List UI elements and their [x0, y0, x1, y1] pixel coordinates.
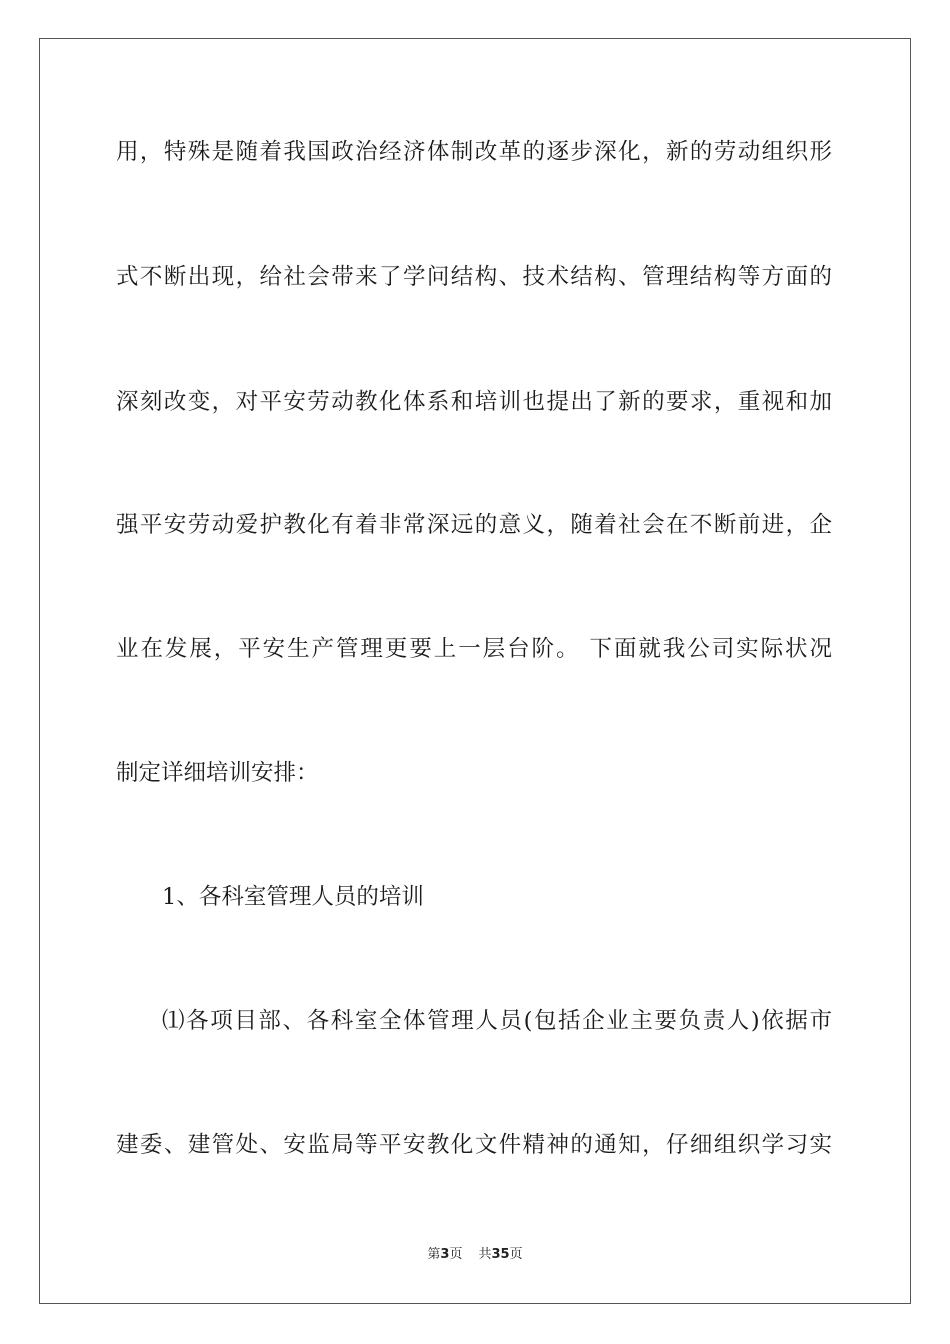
- page-prefix: 第: [427, 1247, 441, 1262]
- section-heading: 1、各科室管理人员的培训: [162, 884, 424, 910]
- page-number: 3: [440, 1247, 450, 1262]
- page-footer: [0, 1246, 950, 1264]
- total-pages: 35: [491, 1247, 510, 1262]
- body-text-line-1: 用，特殊是随着我国政治经济体制改革的逐步深化，新的劳动组织形: [116, 139, 832, 165]
- body-text-line-2: 式不断出现，给社会带来了学问结构、技术结构、管理结构等方面的: [116, 264, 832, 290]
- body-text-line-6: 制定详细培训安排：: [116, 760, 319, 786]
- body-text-line-9: 建委、建管处、安监局等平安教化文件精神的通知，仔细组织学习实: [116, 1132, 832, 1158]
- body-text-line-3: 深刻改变，对平安劳动教化体系和培训也提出了新的要求，重视和加: [116, 389, 832, 415]
- page-border: [39, 38, 911, 1304]
- body-text-line-5: 业在发展，平安生产管理更要上一层台阶。 下面就我公司实际状况: [116, 636, 832, 662]
- total-suffix: 页: [509, 1247, 523, 1262]
- body-text-line-4: 强平安劳动爱护教化有着非常深远的意义，随着社会在不断前进，企: [116, 512, 832, 538]
- total-prefix: 共: [478, 1247, 492, 1262]
- page-suffix: 页: [449, 1247, 463, 1262]
- body-text-line-8: ⑴各项目部、各科室全体管理人员(包括企业主要负责人)依据市: [162, 1008, 832, 1034]
